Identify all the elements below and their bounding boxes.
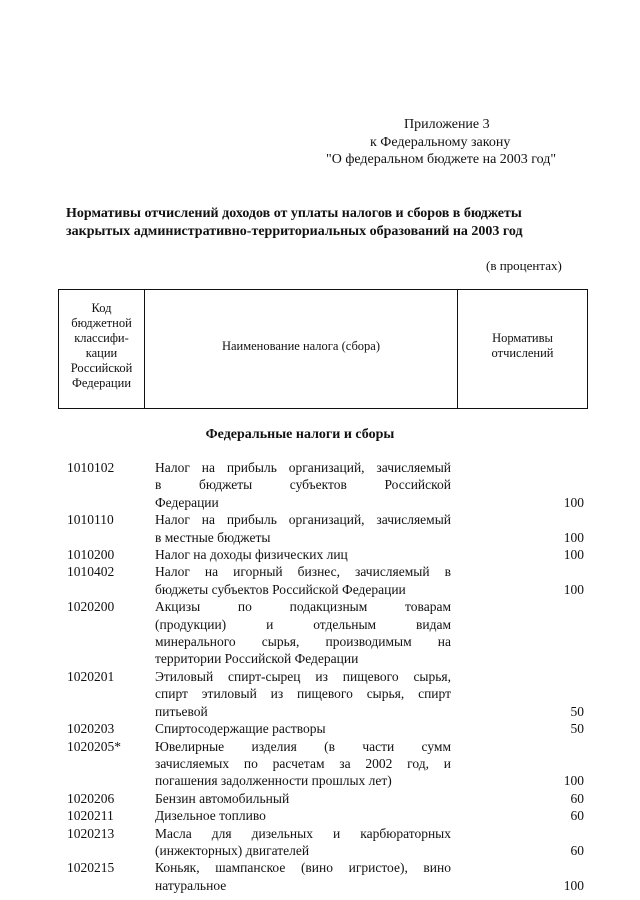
row-norm-value: 60 — [570, 790, 584, 806]
table-row — [0, 807, 640, 824]
appendix-number: Приложение 3 — [404, 117, 490, 132]
row-name-line: территории Российской Федерации — [155, 651, 359, 667]
row-name-line: Дизельное топливо — [155, 808, 266, 824]
row-code: 1020200 — [67, 599, 115, 615]
row-code: 1020215 — [67, 860, 115, 876]
row-name-line: Акцизы по подакцизным товарам — [155, 599, 451, 615]
row-name-line: Масла для дизельных и карбюраторных — [155, 825, 451, 841]
row-name — [155, 563, 451, 598]
row-name — [155, 807, 451, 824]
row-name-line: Налог на прибыль организаций, зачисляемый — [155, 460, 451, 475]
table-row — [0, 668, 640, 720]
table-row — [0, 825, 640, 860]
row-name-line: Федерации — [155, 494, 219, 510]
row-norm-value: 60 — [570, 808, 584, 824]
row-name — [155, 825, 451, 860]
row-name-line: Налог на игорный бизнес, зачисляемый в — [155, 564, 451, 580]
row-name-line: Налог на прибыль организаций, зачисляемый — [155, 512, 451, 528]
row-norm-value: 50 — [570, 721, 584, 737]
row-name — [155, 598, 451, 668]
row-name-line: бюджеты субъектов Российской Федерации — [155, 581, 406, 597]
header-name: Наименование налога (сбора) — [145, 290, 458, 408]
table-row — [0, 546, 640, 563]
row-name-line: погашения задолженности прошлых лет) — [155, 773, 392, 789]
table-header — [58, 289, 588, 409]
table-row — [0, 598, 640, 668]
document-title — [66, 205, 586, 241]
row-code: 1020205* — [67, 738, 121, 754]
row-norm-value: 100 — [563, 877, 584, 893]
row-name — [155, 738, 451, 790]
row-name-line: Спиртосодержащие растворы — [155, 721, 326, 737]
row-name — [155, 859, 451, 894]
row-norm-value: 100 — [563, 581, 584, 597]
row-name — [155, 546, 451, 563]
row-name — [155, 720, 451, 737]
table-row — [0, 738, 640, 790]
row-name-line: Ювелирные изделия (в части сумм — [155, 738, 451, 754]
row-name — [155, 459, 451, 511]
appendix-law-title: "О федеральном бюджете на 2003 год" — [326, 152, 557, 167]
row-norm-value: 60 — [570, 842, 584, 858]
row-name-line: (продукции) и отдельным видам — [155, 616, 451, 632]
table-row — [0, 563, 640, 598]
row-code: 1010110 — [67, 512, 114, 528]
row-name-line: зачисляемых по расчетам за 2002 год, и — [155, 755, 451, 771]
row-code: 1010102 — [67, 460, 115, 475]
row-name-line: спирт этиловый из пищевого сырья, спирт — [155, 686, 451, 702]
tax-rows — [0, 459, 640, 894]
table-row — [0, 511, 640, 546]
row-name-line: Налог на доходы физических лиц — [155, 547, 348, 563]
header-code: Код бюджетной классифи- кации Российской Федерации — [59, 290, 145, 408]
table-row — [0, 720, 640, 737]
row-name-line: натуральное — [155, 877, 227, 893]
row-code: 1020211 — [67, 808, 114, 824]
table-row — [0, 859, 640, 894]
row-norm-value: 50 — [570, 703, 584, 719]
table-row — [0, 790, 640, 807]
row-name — [155, 511, 451, 546]
row-norm-value: 100 — [563, 547, 584, 563]
row-name-line: в бюджеты субъектов Российской — [155, 477, 451, 493]
row-norm-value: 100 — [563, 773, 584, 789]
row-code: 1020203 — [67, 721, 115, 737]
row-norm-value: 100 — [563, 494, 584, 510]
row-name-line: (инжекторных) двигателей — [155, 842, 310, 858]
row-name-line: Бензин автомобильный — [155, 790, 290, 806]
row-name — [155, 668, 451, 720]
units-note: (в процентах) — [486, 258, 562, 273]
appendix-header — [300, 116, 600, 169]
row-name-line: в местные бюджеты — [155, 529, 271, 545]
appendix-law-ref: к Федеральному закону — [370, 134, 511, 150]
row-code: 1020213 — [67, 825, 115, 841]
document-title-line-2: закрытых административно-территориальных образований на 2003 год — [66, 224, 523, 239]
row-norm-value: 100 — [563, 529, 584, 545]
row-code: 1010200 — [67, 547, 115, 563]
row-code: 1020201 — [67, 668, 115, 684]
row-name — [155, 790, 451, 807]
document-title-line-1: Нормативы отчислений доходов от уплаты налогов и сборов в бюджеты — [66, 206, 522, 221]
row-code: 1020206 — [67, 790, 115, 806]
header-norm: Нормативы отчислений — [491, 331, 554, 360]
row-name-line: Коньяк, шампанское (вино игристое), вино — [155, 860, 451, 876]
section-title: Федеральные налоги и сборы — [205, 427, 395, 442]
row-code: 1010402 — [67, 564, 115, 580]
row-name-line: минерального сырья, производимым на — [155, 634, 451, 650]
row-name-line: Этиловый спирт-сырец из пищевого сырья, — [155, 668, 451, 684]
table-row — [0, 459, 640, 511]
row-name-line: питьевой — [155, 703, 208, 719]
